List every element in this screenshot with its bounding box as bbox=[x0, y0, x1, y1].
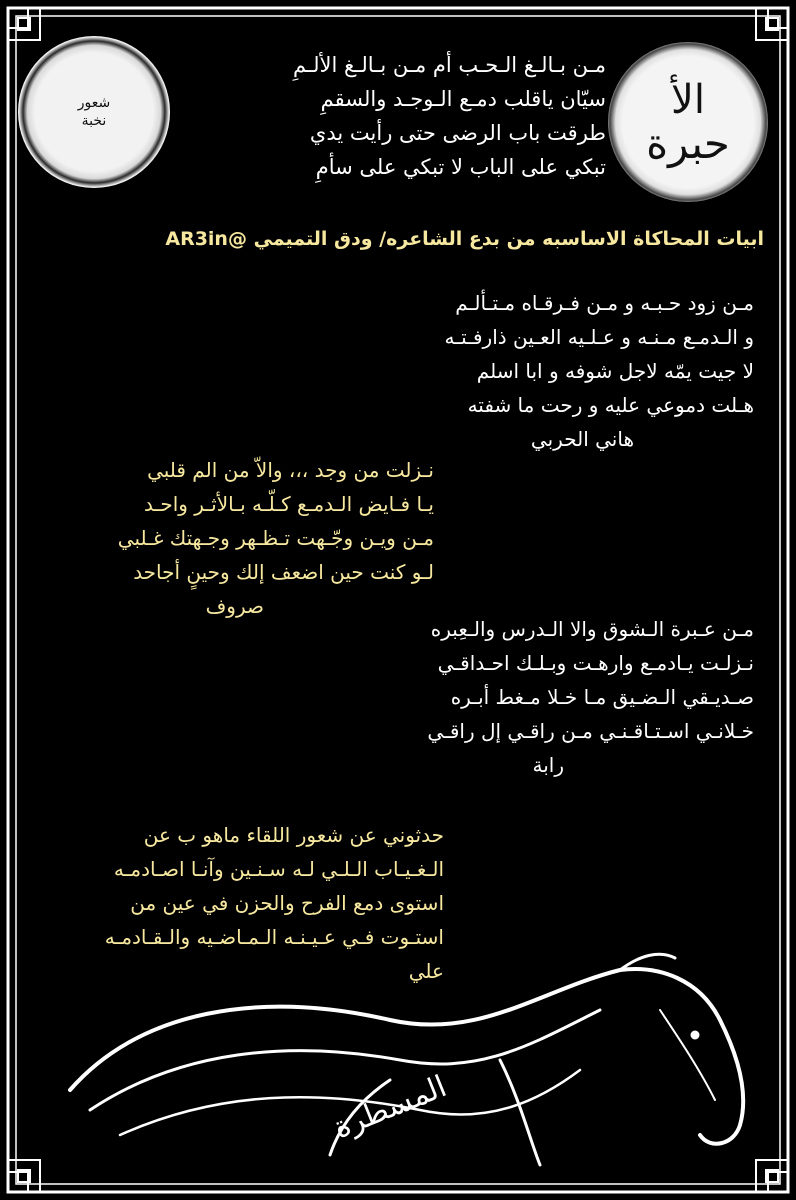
poem-line: الـغـيـاب الـلـي لـه سـنـين وآنـا اصـادمـه bbox=[113, 857, 444, 881]
poem-line: يـا فـايض الـدمـع كـلّـه بـالأثـر واحـد bbox=[143, 492, 434, 516]
poem-line: مـن ويـن وجّـهت تـظـهر وجـهتك غـلبي bbox=[117, 526, 434, 550]
right-logo-text-1: الأ bbox=[671, 77, 705, 123]
poem-line: مـن زود حـبـه و مـن فـرقـاه مـتـألـم bbox=[455, 291, 754, 315]
main-poem-line: طرقت باب الرضى حتى رأيت يدي bbox=[309, 121, 606, 145]
poem-line: لا جيت يمّه لاجل شوفه و ابا اسلم bbox=[476, 359, 754, 383]
horse-calligraphy-icon bbox=[60, 950, 760, 1180]
poem-line: نـزلت من وجد ،،، والاّ من الم قلبي bbox=[147, 458, 434, 482]
poem-line: نـزلـت يـادمـع وارهـت وبـلـك احـداقـي bbox=[437, 651, 754, 675]
left-logo-mark bbox=[49, 94, 139, 130]
left-logo-badge bbox=[18, 36, 170, 188]
right-logo-badge bbox=[608, 42, 768, 202]
poem-line: لـو كنت حين اضعف إلك وحينٍ أجاحد bbox=[133, 560, 434, 584]
poet-signature: رابة bbox=[532, 753, 564, 777]
poem-line: و الـدمـع مـنـه و عـلـيه العـين ذارفـتـه bbox=[444, 325, 754, 349]
poet-signature: علي bbox=[408, 959, 444, 983]
main-poem-line: سيّان ياقلب دمـع الـوجـد والسقمِ bbox=[320, 87, 606, 111]
main-poem-line: تبكي على الباب لا تبكي على سأمِ bbox=[315, 155, 606, 179]
poem-line: خـلانـي اسـتـاقـنـي مـن راقـي إل راقـي bbox=[427, 719, 754, 743]
right-logo-text-2: حبرة bbox=[646, 119, 730, 168]
left-logo-text-2: نخبة bbox=[81, 113, 107, 129]
poem-line: حدثوني عن شعور اللقاء ماهو ب عن bbox=[143, 823, 444, 847]
poem-line: استـوت فـي عـيـنـه الـمـاضـيه والـقـادمـه bbox=[104, 925, 444, 949]
left-logo-text-1: شعور bbox=[77, 95, 111, 111]
calligraphy-signature: المسطرة bbox=[328, 1069, 452, 1146]
poem-block-3 bbox=[14, 453, 434, 623]
poet-signature: صروف bbox=[205, 594, 264, 618]
poem-block-2 bbox=[234, 286, 754, 456]
page-heading: ابيات المحاكاة الاساسبه من بدع الشاعره/ ودق التميمي @AR3in bbox=[165, 228, 764, 250]
main-poem-line: مـن بـالـغ الـحـب أم مـن بـالـغ الألـمِ bbox=[293, 53, 606, 77]
main-poem bbox=[186, 48, 606, 184]
poem-line: استوى دمع الفرح والحزن في عين من bbox=[130, 891, 444, 915]
poem-line: مـن عـبرة الـشوق والا الـدرس والـعِبره bbox=[430, 617, 754, 641]
poem-line: صـديـقي الـضـيق مـا خـلا مـغط أبـره bbox=[450, 685, 754, 709]
poet-signature: هاني الحربي bbox=[530, 427, 634, 451]
right-logo-mark bbox=[633, 78, 743, 166]
poem-block-4 bbox=[254, 612, 754, 782]
poem-line: هـلت دموعي عليه و رحت ما شفته bbox=[467, 393, 754, 417]
